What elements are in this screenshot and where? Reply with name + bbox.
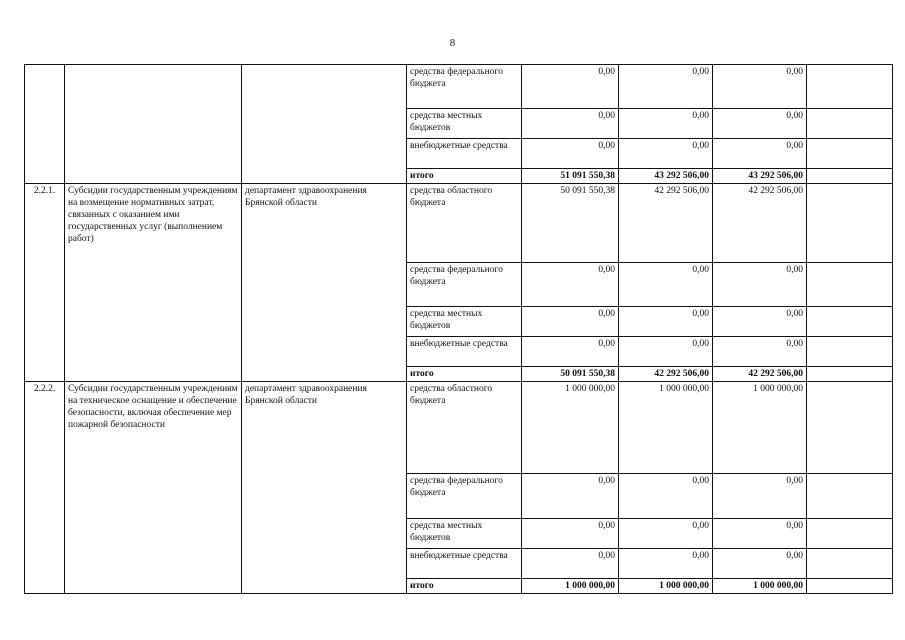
- table-row: [25, 65, 893, 109]
- empty-cell: [807, 367, 893, 382]
- empty-cell: [807, 65, 893, 109]
- value-cell: 0,00: [713, 109, 807, 139]
- value-cell: 0,00: [619, 109, 713, 139]
- empty-cell: [807, 109, 893, 139]
- total-value: 1 000 000,00: [619, 579, 713, 594]
- total-value: 1 000 000,00: [522, 579, 619, 594]
- page-number: 8: [449, 37, 456, 49]
- total-value: 43 292 506,00: [713, 169, 807, 184]
- total-value: 1 000 000,00: [713, 579, 807, 594]
- value-cell: 1 000 000,00: [522, 382, 619, 474]
- value-cell: 0,00: [619, 263, 713, 307]
- source-cell: средства местных бюджетов: [407, 519, 522, 549]
- total-value: 43 292 506,00: [619, 169, 713, 184]
- value-cell: 50 091 550,38: [522, 184, 619, 263]
- value-cell: 0,00: [522, 307, 619, 337]
- value-cell: 0,00: [713, 263, 807, 307]
- empty-cell: [807, 519, 893, 549]
- empty-cell: [807, 579, 893, 594]
- empty-cell: [807, 307, 893, 337]
- item-code: 2.2.2.: [25, 382, 65, 594]
- total-value: 42 292 506,00: [619, 367, 713, 382]
- table-row: [25, 184, 893, 263]
- item-executor: департамент здравоохранения Брянской области: [242, 382, 407, 594]
- value-cell: 0,00: [619, 337, 713, 367]
- value-cell: 0,00: [522, 139, 619, 169]
- total-label: итого: [407, 169, 522, 184]
- source-cell: средства федерального бюджета: [407, 263, 522, 307]
- value-cell: 0,00: [619, 139, 713, 169]
- value-cell: 0,00: [619, 519, 713, 549]
- source-cell: внебюджетные средства: [407, 549, 522, 579]
- value-cell: 0,00: [713, 549, 807, 579]
- name-cell: [65, 65, 242, 184]
- source-cell: средства областного бюджета: [407, 382, 522, 474]
- value-cell: 1 000 000,00: [619, 382, 713, 474]
- source-cell: внебюджетные средства: [407, 337, 522, 367]
- value-cell: 1 000 000,00: [713, 382, 807, 474]
- empty-cell: [807, 382, 893, 474]
- source-cell: средства областного бюджета: [407, 184, 522, 263]
- value-cell: 0,00: [713, 307, 807, 337]
- value-cell: 0,00: [713, 65, 807, 109]
- value-cell: 42 292 506,00: [713, 184, 807, 263]
- value-cell: 0,00: [619, 65, 713, 109]
- budget-table: [24, 64, 893, 594]
- value-cell: 0,00: [713, 519, 807, 549]
- value-cell: 0,00: [522, 109, 619, 139]
- value-cell: 42 292 506,00: [619, 184, 713, 263]
- source-cell: средства федерального бюджета: [407, 474, 522, 519]
- value-cell: 0,00: [522, 65, 619, 109]
- empty-cell: [807, 263, 893, 307]
- code-cell: [25, 65, 65, 184]
- total-value: 42 292 506,00: [713, 367, 807, 382]
- executor-cell: [242, 65, 407, 184]
- value-cell: 0,00: [522, 474, 619, 519]
- item-code: 2.2.1.: [25, 184, 65, 382]
- total-label: итого: [407, 579, 522, 594]
- empty-cell: [807, 184, 893, 263]
- value-cell: 0,00: [522, 337, 619, 367]
- item-executor: департамент здравоохранения Брянской области: [242, 184, 407, 382]
- total-label: итого: [407, 367, 522, 382]
- value-cell: 0,00: [619, 549, 713, 579]
- source-cell: внебюджетные средства: [407, 139, 522, 169]
- value-cell: 0,00: [713, 474, 807, 519]
- value-cell: 0,00: [619, 474, 713, 519]
- source-cell: средства федерального бюджета: [407, 65, 522, 109]
- value-cell: 0,00: [522, 549, 619, 579]
- empty-cell: [807, 337, 893, 367]
- value-cell: 0,00: [619, 307, 713, 337]
- item-name: Субсидии государственным учреждениям на возмещение нормативных затрат, связанных с оказанием ими государственных услуг (выполнением работ): [65, 184, 242, 382]
- total-value: 51 091 550,38: [522, 169, 619, 184]
- item-name: Субсидии государственным учреждениям на техническое оснащение и обеспечение безопасности, включая обеспечение мер пожарной безопасности: [65, 382, 242, 594]
- total-value: 50 091 550,38: [522, 367, 619, 382]
- empty-cell: [807, 169, 893, 184]
- value-cell: 0,00: [713, 337, 807, 367]
- value-cell: 0,00: [713, 139, 807, 169]
- empty-cell: [807, 549, 893, 579]
- empty-cell: [807, 139, 893, 169]
- source-cell: средства местных бюджетов: [407, 109, 522, 139]
- table-row: [25, 382, 893, 474]
- value-cell: 0,00: [522, 263, 619, 307]
- empty-cell: [807, 474, 893, 519]
- source-cell: средства местных бюджетов: [407, 307, 522, 337]
- value-cell: 0,00: [522, 519, 619, 549]
